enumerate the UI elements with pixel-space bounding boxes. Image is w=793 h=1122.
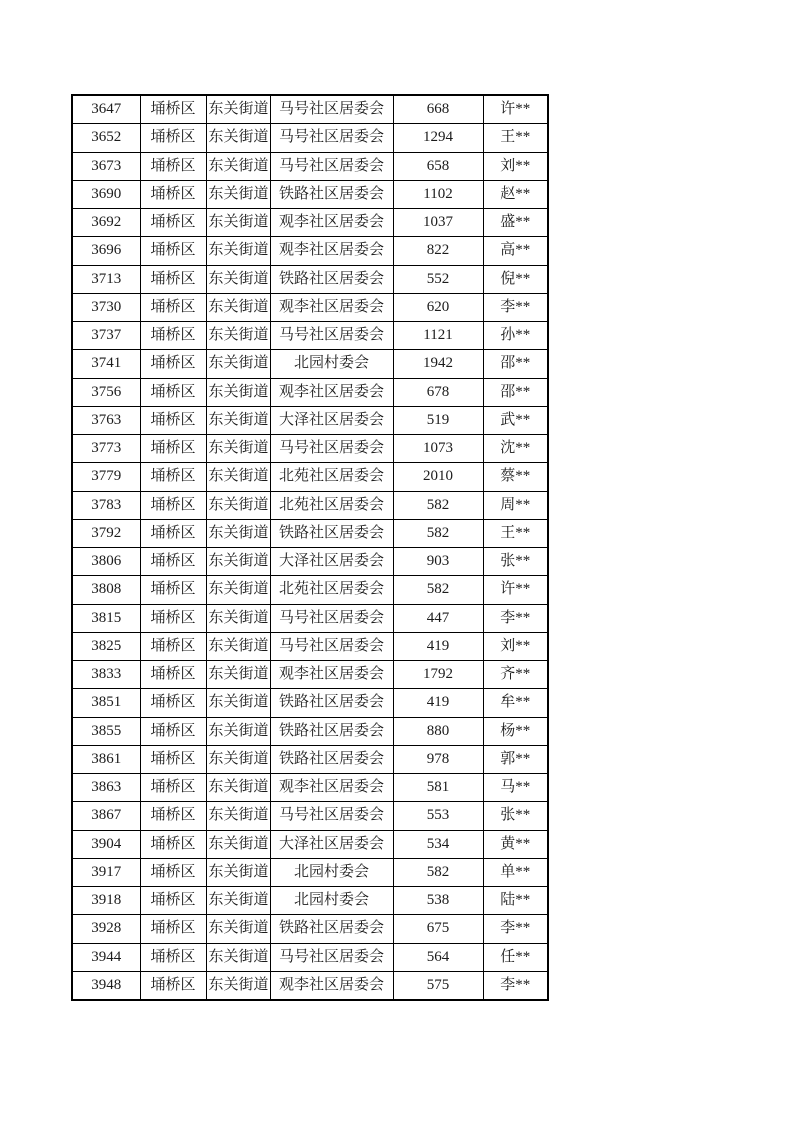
table-row [72, 717, 548, 745]
cell-count: 564 [393, 943, 483, 971]
cell-name: 沈** [483, 435, 548, 463]
cell-district: 埇桥区 [140, 774, 206, 802]
cell-count: 575 [393, 971, 483, 1000]
cell-street: 东关街道 [206, 971, 270, 1000]
cell-name: 许** [483, 576, 548, 604]
cell-name: 李** [483, 915, 548, 943]
cell-community: 北苑社区居委会 [270, 576, 393, 604]
cell-count: 581 [393, 774, 483, 802]
table-row [72, 604, 548, 632]
cell-district: 埇桥区 [140, 661, 206, 689]
cell-count: 582 [393, 576, 483, 604]
cell-name: 张** [483, 548, 548, 576]
table-row [72, 858, 548, 886]
cell-id: 3825 [72, 632, 140, 660]
cell-name: 杨** [483, 717, 548, 745]
cell-community: 观李社区居委会 [270, 293, 393, 321]
cell-id: 3673 [72, 152, 140, 180]
cell-district: 埇桥区 [140, 95, 206, 124]
cell-name: 周** [483, 491, 548, 519]
cell-count: 582 [393, 858, 483, 886]
table-row [72, 745, 548, 773]
cell-street: 东关街道 [206, 293, 270, 321]
table-row [72, 802, 548, 830]
cell-name: 蔡** [483, 463, 548, 491]
cell-count: 553 [393, 802, 483, 830]
table-row [72, 943, 548, 971]
cell-name: 邵** [483, 350, 548, 378]
cell-district: 埇桥区 [140, 519, 206, 547]
cell-district: 埇桥区 [140, 180, 206, 208]
cell-street: 东关街道 [206, 519, 270, 547]
table-row [72, 406, 548, 434]
cell-community: 北苑社区居委会 [270, 463, 393, 491]
cell-street: 东关街道 [206, 322, 270, 350]
cell-district: 埇桥区 [140, 322, 206, 350]
cell-street: 东关街道 [206, 717, 270, 745]
cell-street: 东关街道 [206, 350, 270, 378]
cell-id: 3741 [72, 350, 140, 378]
cell-district: 埇桥区 [140, 237, 206, 265]
cell-count: 419 [393, 689, 483, 717]
cell-id: 3861 [72, 745, 140, 773]
cell-name: 王** [483, 124, 548, 152]
cell-count: 2010 [393, 463, 483, 491]
cell-id: 3763 [72, 406, 140, 434]
cell-street: 东关街道 [206, 406, 270, 434]
cell-district: 埇桥区 [140, 632, 206, 660]
cell-community: 铁路社区居委会 [270, 915, 393, 943]
cell-name: 刘** [483, 152, 548, 180]
cell-id: 3756 [72, 378, 140, 406]
cell-street: 东关街道 [206, 887, 270, 915]
cell-community: 铁路社区居委会 [270, 717, 393, 745]
cell-district: 埇桥区 [140, 887, 206, 915]
table-row [72, 689, 548, 717]
cell-district: 埇桥区 [140, 802, 206, 830]
table-body [72, 95, 548, 1000]
table-row [72, 95, 548, 124]
cell-count: 1792 [393, 661, 483, 689]
cell-id: 3808 [72, 576, 140, 604]
cell-community: 观李社区居委会 [270, 237, 393, 265]
cell-street: 东关街道 [206, 265, 270, 293]
cell-count: 1294 [393, 124, 483, 152]
cell-street: 东关街道 [206, 237, 270, 265]
cell-name: 李** [483, 604, 548, 632]
cell-name: 刘** [483, 632, 548, 660]
cell-community: 铁路社区居委会 [270, 745, 393, 773]
cell-community: 大泽社区居委会 [270, 548, 393, 576]
table-row [72, 463, 548, 491]
cell-street: 东关街道 [206, 378, 270, 406]
cell-community: 北苑社区居委会 [270, 491, 393, 519]
cell-street: 东关街道 [206, 802, 270, 830]
cell-id: 3944 [72, 943, 140, 971]
cell-count: 1121 [393, 322, 483, 350]
cell-count: 678 [393, 378, 483, 406]
cell-street: 东关街道 [206, 124, 270, 152]
cell-community: 铁路社区居委会 [270, 265, 393, 293]
table-row [72, 180, 548, 208]
cell-count: 822 [393, 237, 483, 265]
cell-count: 552 [393, 265, 483, 293]
table-row [72, 661, 548, 689]
cell-name: 牟** [483, 689, 548, 717]
cell-street: 东关街道 [206, 548, 270, 576]
cell-street: 东关街道 [206, 858, 270, 886]
cell-name: 盛** [483, 209, 548, 237]
cell-district: 埇桥区 [140, 689, 206, 717]
table-row [72, 576, 548, 604]
cell-street: 东关街道 [206, 604, 270, 632]
cell-id: 3713 [72, 265, 140, 293]
table-row [72, 378, 548, 406]
table-row [72, 632, 548, 660]
cell-street: 东关街道 [206, 689, 270, 717]
cell-district: 埇桥区 [140, 491, 206, 519]
cell-community: 马号社区居委会 [270, 124, 393, 152]
cell-id: 3730 [72, 293, 140, 321]
cell-street: 东关街道 [206, 661, 270, 689]
cell-district: 埇桥区 [140, 548, 206, 576]
cell-name: 邵** [483, 378, 548, 406]
cell-street: 东关街道 [206, 915, 270, 943]
cell-district: 埇桥区 [140, 265, 206, 293]
cell-count: 1037 [393, 209, 483, 237]
cell-street: 东关街道 [206, 576, 270, 604]
cell-id: 3692 [72, 209, 140, 237]
cell-id: 3863 [72, 774, 140, 802]
table-row [72, 350, 548, 378]
table-row [72, 548, 548, 576]
cell-street: 东关街道 [206, 774, 270, 802]
cell-district: 埇桥区 [140, 124, 206, 152]
cell-community: 马号社区居委会 [270, 95, 393, 124]
cell-count: 1102 [393, 180, 483, 208]
cell-name: 李** [483, 293, 548, 321]
cell-community: 大泽社区居委会 [270, 830, 393, 858]
cell-community: 观李社区居委会 [270, 378, 393, 406]
cell-id: 3652 [72, 124, 140, 152]
table-row [72, 830, 548, 858]
cell-count: 1073 [393, 435, 483, 463]
cell-community: 马号社区居委会 [270, 802, 393, 830]
cell-name: 郭** [483, 745, 548, 773]
table-row [72, 971, 548, 1000]
cell-id: 3867 [72, 802, 140, 830]
cell-district: 埇桥区 [140, 152, 206, 180]
cell-community: 北园村委会 [270, 350, 393, 378]
cell-id: 3928 [72, 915, 140, 943]
cell-name: 齐** [483, 661, 548, 689]
cell-street: 东关街道 [206, 943, 270, 971]
table-row [72, 322, 548, 350]
cell-id: 3855 [72, 717, 140, 745]
cell-count: 978 [393, 745, 483, 773]
cell-district: 埇桥区 [140, 350, 206, 378]
cell-street: 东关街道 [206, 745, 270, 773]
cell-count: 675 [393, 915, 483, 943]
cell-name: 张** [483, 802, 548, 830]
cell-id: 3851 [72, 689, 140, 717]
cell-id: 3948 [72, 971, 140, 1000]
cell-district: 埇桥区 [140, 378, 206, 406]
cell-name: 王** [483, 519, 548, 547]
cell-id: 3806 [72, 548, 140, 576]
cell-community: 观李社区居委会 [270, 209, 393, 237]
cell-community: 马号社区居委会 [270, 943, 393, 971]
table-row [72, 491, 548, 519]
cell-street: 东关街道 [206, 95, 270, 124]
cell-street: 东关街道 [206, 463, 270, 491]
cell-street: 东关街道 [206, 152, 270, 180]
table-row [72, 519, 548, 547]
data-table [71, 94, 549, 1001]
cell-district: 埇桥区 [140, 943, 206, 971]
cell-community: 马号社区居委会 [270, 632, 393, 660]
cell-name: 单** [483, 858, 548, 886]
cell-count: 668 [393, 95, 483, 124]
cell-id: 3696 [72, 237, 140, 265]
cell-district: 埇桥区 [140, 604, 206, 632]
cell-count: 880 [393, 717, 483, 745]
cell-community: 观李社区居委会 [270, 661, 393, 689]
cell-community: 大泽社区居委会 [270, 406, 393, 434]
cell-street: 东关街道 [206, 491, 270, 519]
cell-community: 观李社区居委会 [270, 774, 393, 802]
cell-district: 埇桥区 [140, 435, 206, 463]
table-row [72, 124, 548, 152]
cell-community: 北园村委会 [270, 887, 393, 915]
cell-district: 埇桥区 [140, 293, 206, 321]
table-row [72, 915, 548, 943]
cell-name: 马** [483, 774, 548, 802]
cell-district: 埇桥区 [140, 209, 206, 237]
table-row [72, 887, 548, 915]
cell-count: 903 [393, 548, 483, 576]
cell-count: 620 [393, 293, 483, 321]
cell-id: 3690 [72, 180, 140, 208]
cell-street: 东关街道 [206, 209, 270, 237]
cell-street: 东关街道 [206, 830, 270, 858]
cell-count: 538 [393, 887, 483, 915]
cell-count: 1942 [393, 350, 483, 378]
cell-name: 陆** [483, 887, 548, 915]
cell-community: 铁路社区居委会 [270, 519, 393, 547]
cell-district: 埇桥区 [140, 971, 206, 1000]
cell-street: 东关街道 [206, 180, 270, 208]
cell-community: 马号社区居委会 [270, 604, 393, 632]
cell-count: 582 [393, 519, 483, 547]
cell-name: 任** [483, 943, 548, 971]
cell-name: 赵** [483, 180, 548, 208]
cell-id: 3918 [72, 887, 140, 915]
cell-id: 3792 [72, 519, 140, 547]
cell-id: 3779 [72, 463, 140, 491]
cell-district: 埇桥区 [140, 915, 206, 943]
cell-name: 孙** [483, 322, 548, 350]
cell-street: 东关街道 [206, 632, 270, 660]
cell-district: 埇桥区 [140, 830, 206, 858]
table-row [72, 435, 548, 463]
cell-name: 黄** [483, 830, 548, 858]
table-row [72, 237, 548, 265]
cell-id: 3783 [72, 491, 140, 519]
cell-count: 419 [393, 632, 483, 660]
cell-community: 马号社区居委会 [270, 322, 393, 350]
cell-id: 3737 [72, 322, 140, 350]
table-row [72, 265, 548, 293]
cell-name: 武** [483, 406, 548, 434]
cell-community: 马号社区居委会 [270, 435, 393, 463]
cell-id: 3815 [72, 604, 140, 632]
cell-count: 658 [393, 152, 483, 180]
table-row [72, 209, 548, 237]
cell-name: 李** [483, 971, 548, 1000]
cell-name: 许** [483, 95, 548, 124]
cell-id: 3904 [72, 830, 140, 858]
cell-community: 马号社区居委会 [270, 152, 393, 180]
cell-district: 埇桥区 [140, 576, 206, 604]
cell-district: 埇桥区 [140, 858, 206, 886]
cell-community: 北园村委会 [270, 858, 393, 886]
cell-name: 倪** [483, 265, 548, 293]
cell-district: 埇桥区 [140, 406, 206, 434]
cell-id: 3833 [72, 661, 140, 689]
cell-community: 铁路社区居委会 [270, 689, 393, 717]
cell-community: 观李社区居委会 [270, 971, 393, 1000]
cell-district: 埇桥区 [140, 745, 206, 773]
cell-id: 3773 [72, 435, 140, 463]
cell-name: 高** [483, 237, 548, 265]
table-row [72, 293, 548, 321]
cell-count: 519 [393, 406, 483, 434]
cell-district: 埇桥区 [140, 717, 206, 745]
cell-count: 534 [393, 830, 483, 858]
cell-street: 东关街道 [206, 435, 270, 463]
cell-id: 3917 [72, 858, 140, 886]
cell-community: 铁路社区居委会 [270, 180, 393, 208]
cell-count: 582 [393, 491, 483, 519]
cell-id: 3647 [72, 95, 140, 124]
table-row [72, 774, 548, 802]
cell-district: 埇桥区 [140, 463, 206, 491]
table-row [72, 152, 548, 180]
cell-count: 447 [393, 604, 483, 632]
